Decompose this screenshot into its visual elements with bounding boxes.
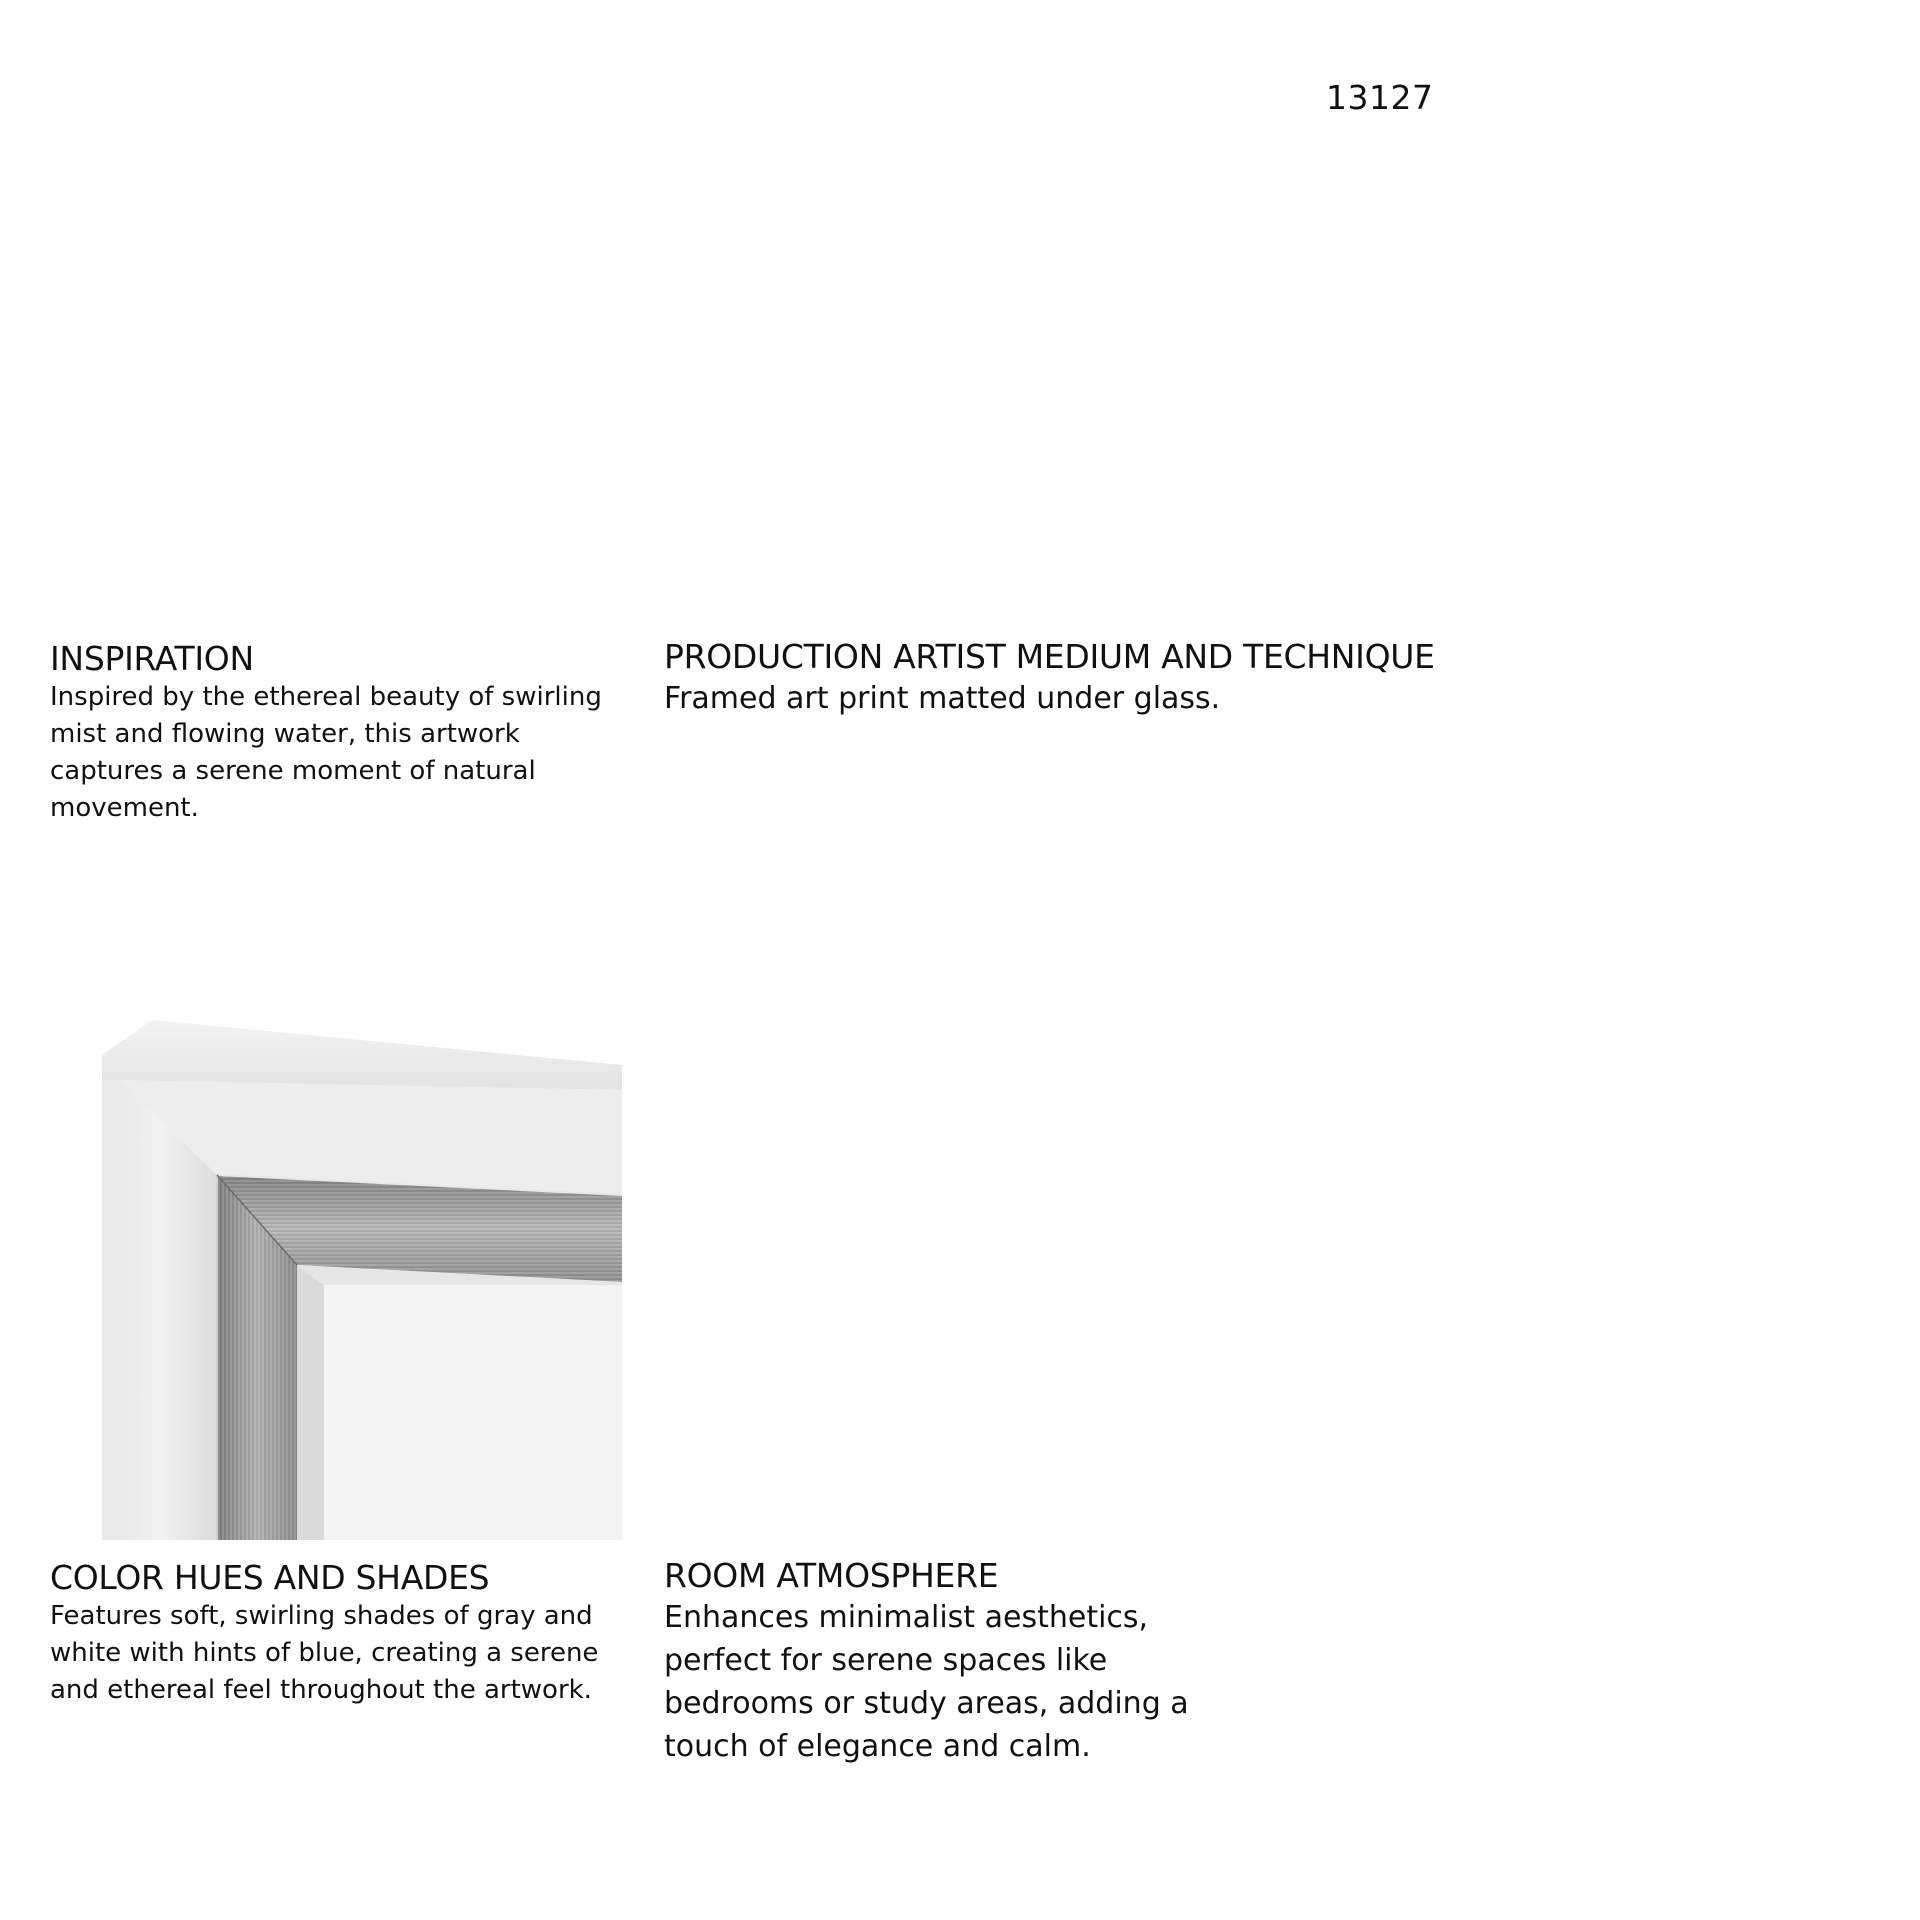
- inspiration-text: Inspired by the ethereal beauty of swirling mist and flowing water, this artwork captures a serene moment of natural movement.: [50, 681, 602, 823]
- inspiration-heading: INSPIRATION: [50, 639, 254, 678]
- production-heading: PRODUCTION ARTIST MEDIUM AND TECHNIQUE: [664, 637, 1435, 676]
- room-text: Enhances minimalist aesthetics, perfect for serene spaces like bedrooms or study areas, adding a touch of elegance and calm.: [664, 1599, 1189, 1764]
- color-section: [50, 1559, 640, 1709]
- production-text: Framed art print matted under glass.: [664, 680, 1221, 716]
- frame-corner-icon: [102, 1020, 622, 1540]
- room-section: [664, 1557, 1244, 1768]
- color-heading: COLOR HUES AND SHADES: [50, 1558, 490, 1597]
- inspiration-section: [50, 640, 630, 827]
- color-text: Features soft, swirling shades of gray and white with hints of blue, creating a serene and ethereal feel throughout the artwork.: [50, 1600, 599, 1705]
- room-heading: ROOM ATMOSPHERE: [664, 1556, 999, 1595]
- product-sku: 13127: [1326, 78, 1434, 117]
- frame-corner-image: [102, 1020, 622, 1540]
- production-section: [664, 638, 1864, 720]
